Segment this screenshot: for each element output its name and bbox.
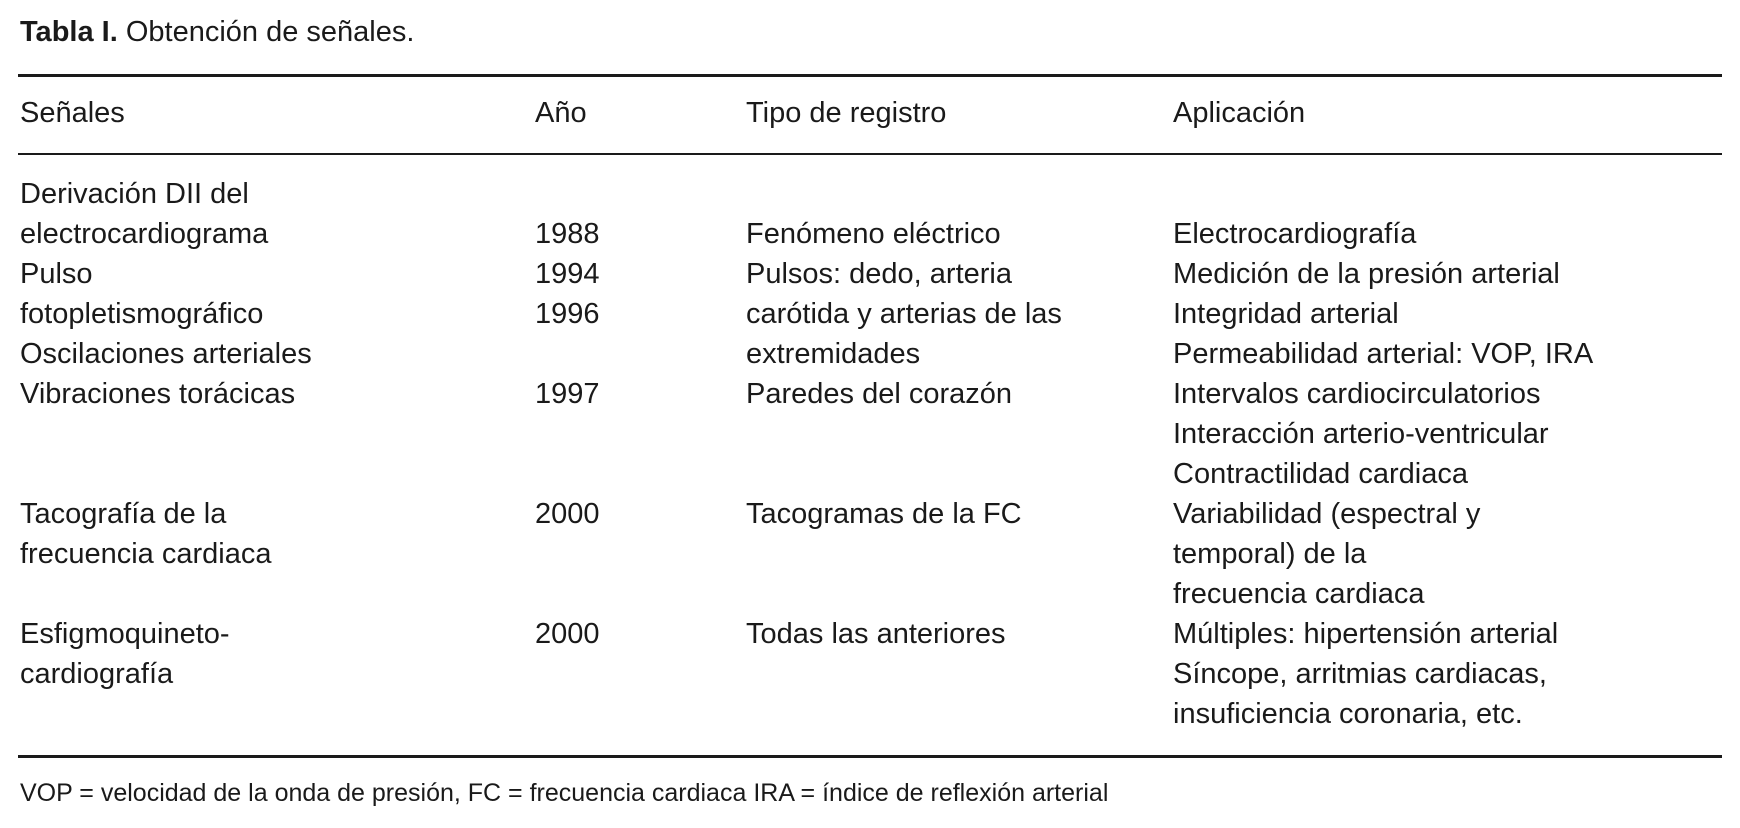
- table-footnote: VOP = velocidad de la onda de presión, FC = frecuencia cardiaca IRA = índice de reflexión arterial: [20, 779, 1109, 807]
- cell-line: Síncope, arritmias cardiacas,: [1173, 658, 1547, 690]
- cell-line: insuficiencia coronaria, etc.: [1173, 698, 1523, 730]
- cell-line: [1173, 174, 1593, 214]
- caption-text: Obtención de señales.: [125, 16, 415, 48]
- table-caption: [20, 14, 414, 50]
- cell-line: Variabilidad (espectral y: [1173, 498, 1481, 530]
- cell-tipo: [746, 174, 1062, 374]
- header-aplicacion: Aplicación: [1173, 97, 1306, 129]
- cell-senal: [20, 374, 295, 414]
- cell-line: 1996: [535, 298, 600, 330]
- cell-line: [535, 174, 600, 214]
- cell-line: cardiografía: [20, 658, 174, 690]
- cell-line: electrocardiograma: [20, 218, 269, 250]
- cell-aplicacion: [1173, 374, 1549, 494]
- cell-line: Pulsos: dedo, arteria: [746, 258, 1012, 290]
- cell-line: Múltiples: hipertensión arterial: [1173, 618, 1559, 650]
- cell-line: frecuencia cardiaca: [20, 538, 272, 570]
- cell-line: carótida y arterias de las: [746, 298, 1062, 330]
- cell-line: Tacogramas de la FC: [746, 498, 1022, 530]
- cell-line: temporal) de la: [1173, 538, 1367, 570]
- cell-tipo: [746, 614, 1006, 654]
- cell-line: Todas las anteriores: [746, 618, 1006, 650]
- cell-line: frecuencia cardiaca: [1173, 578, 1425, 610]
- header-tipo: Tipo de registro: [746, 97, 947, 129]
- cell-line: 2000: [535, 618, 600, 650]
- cell-anio: [535, 174, 600, 334]
- cell-line: 2000: [535, 498, 600, 530]
- top-rule: [18, 74, 1722, 77]
- cell-line: Vibraciones torácicas: [20, 378, 296, 410]
- caption-label: Tabla I.: [20, 16, 118, 48]
- cell-line: 1994: [535, 258, 600, 290]
- cell-anio: [535, 494, 600, 534]
- cell-line: Esfigmoquineto-: [20, 618, 230, 650]
- cell-tipo: [746, 374, 1012, 414]
- cell-line: Pulso: [20, 258, 93, 290]
- cell-aplicacion: [1173, 494, 1480, 614]
- cell-senal: [20, 174, 312, 374]
- cell-anio: [535, 614, 600, 654]
- cell-line: Fenómeno eléctrico: [746, 218, 1001, 250]
- cell-aplicacion: [1173, 174, 1593, 374]
- cell-line: 1997: [535, 378, 600, 410]
- header-rule: [18, 153, 1722, 155]
- cell-line: 1988: [535, 218, 600, 250]
- cell-aplicacion: [1173, 614, 1558, 734]
- cell-anio: [535, 374, 600, 414]
- cell-line: Electrocardiografía: [1173, 218, 1417, 250]
- cell-line: fotopletismográfico: [20, 298, 264, 330]
- cell-line: Medición de la presión arterial: [1173, 258, 1560, 290]
- cell-line: [746, 174, 1062, 214]
- cell-line: Intervalos cardiocirculatorios: [1173, 378, 1541, 410]
- cell-line: Contractilidad cardiaca: [1173, 458, 1468, 490]
- cell-line: Derivación DII del: [20, 178, 249, 210]
- cell-line: Paredes del corazón: [746, 378, 1012, 410]
- cell-line: extremidades: [746, 338, 921, 370]
- cell-line: Integridad arterial: [1173, 298, 1399, 330]
- cell-line: Interacción arterio-ventricular: [1173, 418, 1549, 450]
- cell-senal: [20, 494, 271, 574]
- cell-tipo: [746, 494, 1022, 534]
- cell-line: Permeabilidad arterial: VOP, IRA: [1173, 338, 1594, 370]
- header-senales: Señales: [20, 97, 125, 129]
- header-anio: Año: [535, 97, 587, 129]
- cell-line: Tacografía de la: [20, 498, 227, 530]
- bottom-rule: [18, 755, 1722, 758]
- cell-line: Oscilaciones arteriales: [20, 338, 312, 370]
- cell-senal: [20, 614, 230, 694]
